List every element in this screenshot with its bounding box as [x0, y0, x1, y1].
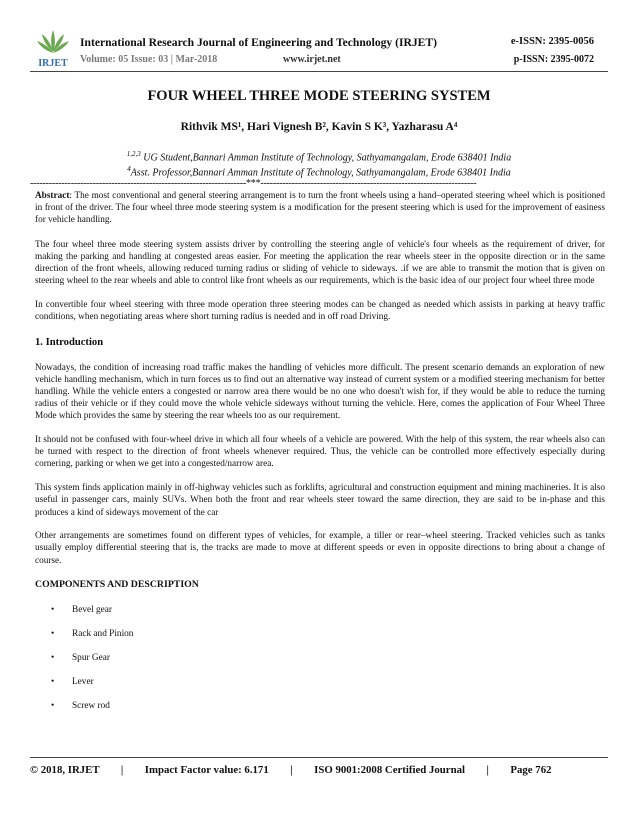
header-rule — [30, 71, 608, 72]
intro-paragraph-2: It should not be confused with four-wheel drive in which all four wheels of a vehicle are powered. With the help of this system, the rear wheels also can be turned with respect to the direction of front wheels whenever required. Thus, the vehicle can be controlled more effectively especially during cornering, parking or when we get into a congested/narrow area. — [35, 435, 605, 470]
logo-text: IRJET — [38, 58, 68, 69]
intro-paragraph-1: Nowadays, the condition of increasing road traffic makes the handling of vehicles more difficult. The present scenario demands an exploration of new vehicle handling mechanism, which in turn forces us to find out an alternative way instead of current system or a modified steering mechanism for better handling. While the vehicle enters a congested or narrow area there would be no one who doesn't wish for, if they would be able to reduce the turning radius of their vehicle or if they could move the whole vehicle sideways without turning the vehicle. Here, comes the application of Four Wheel Three Mode which provides the same by steering the rear wheels too as our requirement. — [35, 362, 605, 422]
affiliation-1-sup: 1,2,3 — [126, 150, 141, 158]
component-label: Lever — [72, 677, 94, 688]
affiliation-2-sup: 4 — [127, 165, 131, 173]
bullet-icon: • — [51, 605, 55, 616]
affiliation-1-text: UG Student,Bannari Amman Institute of Technology, Sathyamangalam, Erode 638401 India — [143, 152, 512, 164]
list-item — [35, 676, 605, 688]
section-separator: ---------------------------------------------------------------------***--------------------------------------------------------------------- — [30, 178, 477, 189]
paper-title: FOUR WHEEL THREE MODE STEERING SYSTEM — [147, 88, 491, 104]
bullet-icon: • — [51, 701, 55, 712]
components-heading: COMPONENTS AND DESCRIPTION — [35, 578, 199, 590]
introduction-heading: 1. Introduction — [35, 337, 104, 349]
footer-separator: | — [290, 764, 293, 776]
author-list: Rithvik MS¹, Hari Vignesh B², Kavin S K³, Yazharasu A⁴ — [180, 121, 458, 133]
paper-body — [35, 190, 605, 724]
abstract-paragraph-2: The four wheel three mode steering system assists driver by controlling the steering angle of vehicle's four wheels as the requirement of driver, for making the parking and handling at congested areas easier. For meeting the application the rear wheels steer in the opposite direction or in the same direction of the front wheels, allowing reduced turning radius or sliding of vehicle to sideways. .if we are able to transmit the motion that is given on steering wheel to the rear wheels and able to control like front wheels as our requirements, which is the basic idea of our project four wheel three mode — [35, 239, 605, 287]
intro-paragraph-3: This system finds application mainly in off-highway vehicles such as forklifts, agricultural and construction equipment and mining machineries. It is also useful in passenger cars, mainly SUVs. When both the front and rear wheels steer toward the same direction, they are said to be in-phase and this produces a kind of sideways movement of the car — [35, 483, 605, 518]
component-label: Bevel gear — [72, 605, 113, 616]
journal-title: International Research Journal of Engineering and Technology (IRJET) — [80, 36, 437, 49]
abstract-paragraph-3: In convertible four wheel steering with three mode operation three steering modes can be changed as needed which assists in parking at heavy traffic conditions, when negotiating areas where short turning radius is needed and in off road Driving. — [35, 299, 605, 323]
irjet-logo-icon — [32, 28, 74, 74]
list-item — [35, 700, 605, 712]
component-label: Spur Gear — [72, 653, 110, 664]
footer-iso: ISO 9001:2008 Certified Journal — [314, 764, 465, 776]
affiliation-1 — [0, 150, 638, 163]
footer-rule — [30, 757, 608, 758]
footer-separator: | — [486, 764, 489, 776]
bullet-icon: • — [51, 629, 55, 640]
abstract-text-1: : The most conventional and general steering arrangement is to turn the front wheels using a hand–operated steering wheel which is positioned in front of the driver. The four wheel three mode steering system is a modification for the present steering which is used for the improvement of easiness for vehicle handling. — [35, 191, 605, 226]
component-label: Screw rod — [72, 701, 110, 712]
abstract-paragraph-1 — [35, 190, 605, 227]
footer-impact-factor: Impact Factor value: 6.171 — [144, 764, 269, 776]
p-issn: p-ISSN: 2395-0072 — [513, 54, 594, 65]
list-item — [35, 604, 605, 616]
list-item — [35, 628, 605, 640]
page-footer — [30, 764, 610, 776]
affiliation-2-text: Asst. Professor,Bannari Amman Institute of Technology, Sathyamangalam, Erode 638401 India — [130, 167, 511, 179]
list-item — [35, 652, 605, 664]
component-label: Rack and Pinion — [72, 629, 134, 640]
bullet-icon: • — [51, 677, 55, 688]
volume-issue: Volume: 05 Issue: 03 | Mar-2018 — [80, 54, 218, 65]
intro-paragraph-4: Other arrangements are sometimes found on different types of vehicles, for example, a tiller or rear–wheel steering. Tracked vehicles such as tanks usually employ differential steering that is, the tracks are made to move at different speeds or even in opposite directions to bring about a change of course. — [35, 531, 605, 566]
footer-separator: | — [120, 764, 124, 776]
abstract-label: Abstract — [35, 191, 70, 201]
journal-website: www.irjet.net — [283, 54, 341, 65]
e-issn: e-ISSN: 2395-0056 — [510, 36, 594, 47]
affiliation-2 — [0, 165, 638, 178]
components-list — [35, 604, 605, 712]
footer-page-number: Page 762 — [510, 764, 552, 776]
footer-copyright: © 2018, IRJET — [30, 764, 100, 776]
bullet-icon: • — [51, 653, 55, 664]
